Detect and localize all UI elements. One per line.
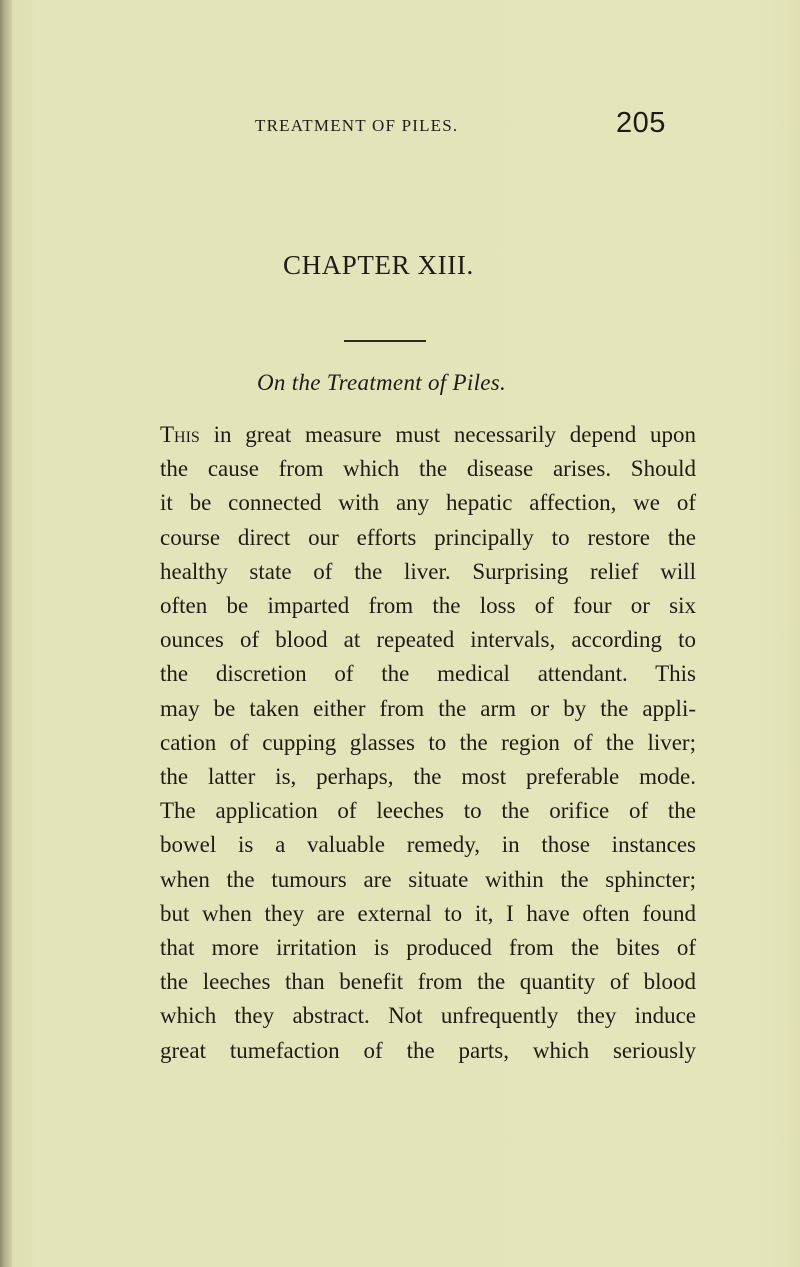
- text-line: bowel is a valuable remedy, in those instances: [160, 832, 696, 858]
- text-line: that more irritation is produced from the bites of: [160, 935, 696, 961]
- text-line: it be connected with any hepatic affection, we of: [160, 490, 696, 516]
- text-line: healthy state of the liver. Surprising relief will: [160, 558, 696, 584]
- page-number: 205: [616, 107, 666, 139]
- text-line: the discretion of the medical attendant. This: [160, 661, 696, 687]
- page-gutter-shadow: [0, 0, 12, 1267]
- text-line: ounces of blood at repeated intervals, according to: [160, 627, 696, 653]
- text-line: the leeches than benefit from the quantity of blood: [160, 969, 696, 995]
- text-line: The application of leeches to the orifice of the: [160, 798, 696, 824]
- text-line: when the tumours are situate within the sphincter;: [160, 866, 696, 892]
- running-head: TREATMENT OF PILES.: [255, 116, 459, 135]
- opening-small-caps: This: [160, 422, 200, 447]
- text-line: but when they are external to it, I have often found: [160, 900, 696, 926]
- text-line: the latter is, perhaps, the most preferable mode.: [160, 764, 696, 790]
- text-line: cation of cupping glasses to the region of the liver;: [160, 729, 696, 755]
- text-line: may be taken either from the arm or by the appli-: [160, 695, 696, 721]
- text-line: This in great measure must necessarily depend upon: [160, 422, 696, 447]
- text-line: the cause from which the disease arises. Should: [160, 456, 696, 482]
- heading-rule: [344, 340, 426, 342]
- text-line: which they abstract. Not unfrequently they induce: [160, 1003, 696, 1029]
- text-line: often be imparted from the loss of four or six: [160, 593, 696, 619]
- text-line: great tumefaction of the parts, which seriously: [160, 1037, 696, 1063]
- chapter-title: On the Treatment of Piles.: [257, 370, 507, 395]
- chapter-heading: CHAPTER XIII.: [283, 250, 474, 280]
- text-line: course direct our efforts principally to restore the: [160, 524, 696, 550]
- body-paragraph: [160, 418, 696, 1068]
